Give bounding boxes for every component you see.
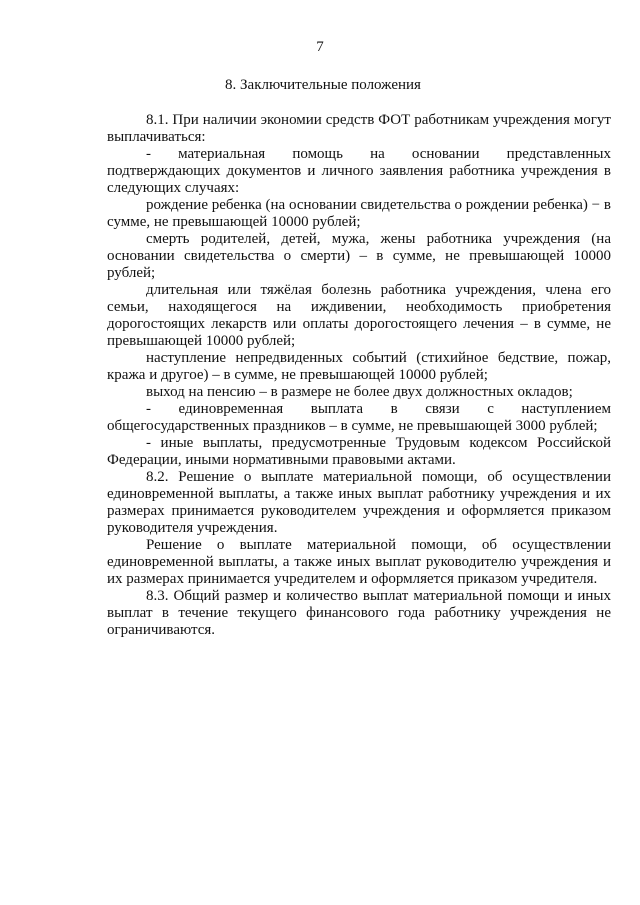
paragraph-unforeseen: наступление непредвиденных событий (стихийное бедствие, пожар, кража и другое) – в сумме, не превышающей 10000 рублей; [107, 350, 611, 383]
paragraph-holiday-payment: - единовременная выплата в связи с наступлением общегосударственных праздников – в сумме, не превышающей 3000 рублей; [107, 401, 611, 434]
paragraph-8-1: 8.1. При наличии экономии средств ФОТ работникам учреждения могут выплачиваться: [107, 112, 611, 145]
paragraph-death: смерть родителей, детей, мужа, жены работника учреждения (на основании свидетельства о смерти) – в сумме, не превышающей 10000 рублей; [107, 231, 611, 281]
paragraph-director-decision: Решение о выплате материальной помощи, об осуществлении единовременной выплаты, а также иных выплат руководителю учреждения и их размерах принимается учредителем и оформляется приказом учредителя. [107, 537, 611, 587]
paragraph-material-help: - материальная помощь на основании представленных подтверждающих документов и личного заявления работника учреждения в следующих случаях: [107, 146, 611, 196]
paragraph-8-2: 8.2. Решение о выплате материальной помощи, об осуществлении единовременной выплаты, а также иных выплат работнику учреждения и их размерах принимается руководителем учреждения и оформляется приказом руководителя учреждения. [107, 469, 611, 536]
paragraph-retirement: выход на пенсию – в размере не более двух должностных окладов; [146, 384, 573, 400]
section-title: 8. Заключительные положения [225, 77, 421, 93]
paragraph-8-3: 8.3. Общий размер и количество выплат материальной помощи и иных выплат в течение текущего финансового года работнику учреждения не ограничиваются. [107, 588, 611, 638]
paragraph-illness: длительная или тяжёлая болезнь работника учреждения, члена его семьи, находящегося на иждивении, необходимость приобретения дорогостоящих лекарств или оплаты дорогостоящего лечения – в сумме, не превышающей 10000 рублей; [107, 282, 611, 349]
document-body [107, 112, 611, 639]
page-number: 7 [316, 39, 324, 55]
paragraph-other-payments: - иные выплаты, предусмотренные Трудовым кодексом Российской Федерации, иными нормативными правовыми актами. [107, 435, 611, 468]
paragraph-birth: рождение ребенка (на основании свидетельства о рождении ребенка) − в сумме, не превышающей 10000 рублей; [107, 197, 611, 230]
